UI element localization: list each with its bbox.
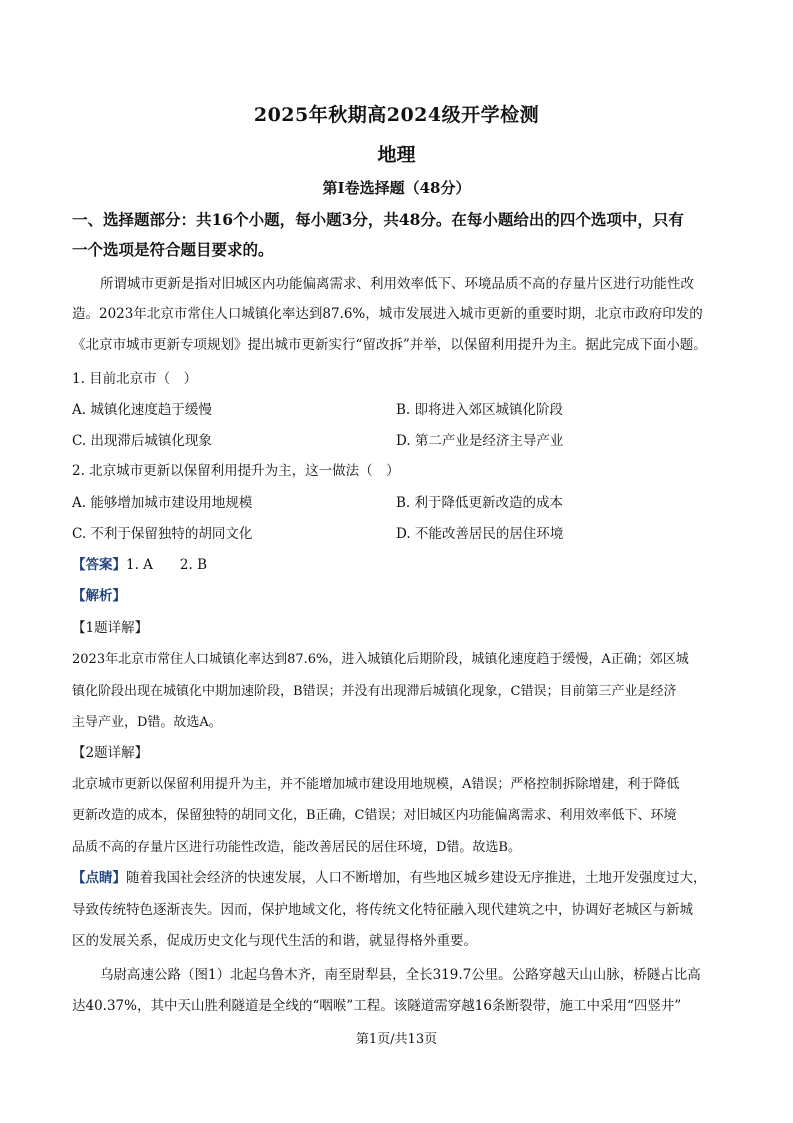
detail1-label: 【1题详解】: [72, 620, 149, 636]
instructions-line-1: 一、选择题部分：共16个小题，每小题3分，共48分。在每小题给出的四个选项中，只有: [72, 210, 684, 229]
detail2-line-3: 品质不高的存量片区进行功能性改造，能改善居民的居住环境，D错。故选B。: [72, 840, 521, 855]
exam-title: 2025年秋期高2024级开学检测: [253, 104, 540, 126]
passage1-line-1: 所谓城市更新是指对旧城区内功能偏离需求、利用效率低下、环境品质不高的存量片区进行功能性改: [100, 276, 694, 292]
question-1-stem: 1. 目前北京市（ ）: [72, 371, 198, 387]
comment-label: 【点睛】: [72, 870, 126, 886]
question-1-option-a: A. 城镇化速度趋于缓慢: [72, 402, 212, 418]
subject-title: 地理: [377, 144, 416, 166]
detail1-line-1: 2023年北京市常住人口城镇化率达到87.6%，进入城镇化后期阶段，城镇化速度趋于缓慢，A正确；郊区城: [72, 652, 689, 667]
question-1-option-c: C. 出现滞后城镇化现象: [72, 433, 212, 449]
detail2-line-2: 更新改造的成本，保留独特的胡同文化，B正确，C错误；对旧城区内功能偏离需求、利用效率低下、环境: [72, 808, 677, 823]
analysis-label-text: 【解析】: [72, 588, 126, 604]
question-2-option-c: C. 不利于保留独特的胡同文化: [72, 526, 253, 542]
passage1-line-3: 《北京市城市更新专项规划》提出城市更新实行“留改拆”并举，以保留利用提升为主。据此完成下面小题。: [72, 337, 707, 353]
comment-text-1: 随着我国社会经济的快速发展，人口不断增加，有些地区城乡建设无序推进，土地开发强度过大，: [126, 870, 707, 886]
answer-label: 【答案】: [72, 557, 126, 573]
passage1-line-2: 造。2023年北京市常住人口城镇化率达到87.6%，城市发展进入城市更新的重要时期，北京市政府印发的: [72, 306, 703, 322]
section-title: 第I卷选择题（48分）: [322, 179, 471, 197]
passage2-line-2: 达40.37%，其中天山胜利隧道是全线的“咽喉”工程。该隧道需穿越16条断裂带，施工中采用“四竖井”: [72, 998, 682, 1014]
detail2-label: 【2题详解】: [72, 745, 149, 761]
answer-line: [72, 553, 722, 573]
comment-line-2: 导致传统特色逐渐丧失。因而，保护地域文化，将传统文化特征融入现代建筑之中，协调好老城区与新城: [72, 902, 693, 918]
question-2-option-a: A. 能够增加城市建设用地规模: [72, 495, 253, 511]
passage2-line-1: 乌尉高速公路（图1）北起乌鲁木齐，南至尉犁县，全长319.7公里。公路穿越天山山脉，桥隧占比高: [100, 967, 701, 983]
detail1-line-2: 镇化阶段出现在城镇化中期加速阶段，B错误；并没有出现滞后城镇化现象，C错误；目前第三产业是经济: [72, 684, 677, 699]
question-1-option-d: D. 第二产业是经济主导产业: [396, 433, 564, 449]
question-1-option-b: B. 即将进入郊区城镇化阶段: [396, 402, 564, 418]
detail1-line-3: 主导产业，D错。故选A。: [72, 715, 222, 730]
instructions-line-2: 一个选项是符合题目要求的。: [72, 240, 274, 259]
question-2-stem: 2. 北京城市更新以保留利用提升为主，这一做法（ ）: [72, 463, 400, 479]
question-2-option-d: D. 不能改善居民的居住环境: [396, 526, 564, 542]
comment-line-3: 区的发展关系，促成历史文化与现代生活的和谐，就显得格外重要。: [72, 933, 477, 949]
page-footer: 第1页/共13页: [355, 1032, 438, 1047]
question-2-option-b: B. 利于降低更新改造的成本: [396, 495, 564, 511]
analysis-label: [72, 584, 722, 604]
answer-text: 1. A 2. B: [126, 557, 208, 573]
comment-line-1: [72, 866, 722, 886]
detail2-line-1: 北京城市更新以保留利用提升为主，并不能增加城市建设用地规模，A错误；严格控制拆除增建，利于降低: [72, 777, 680, 792]
